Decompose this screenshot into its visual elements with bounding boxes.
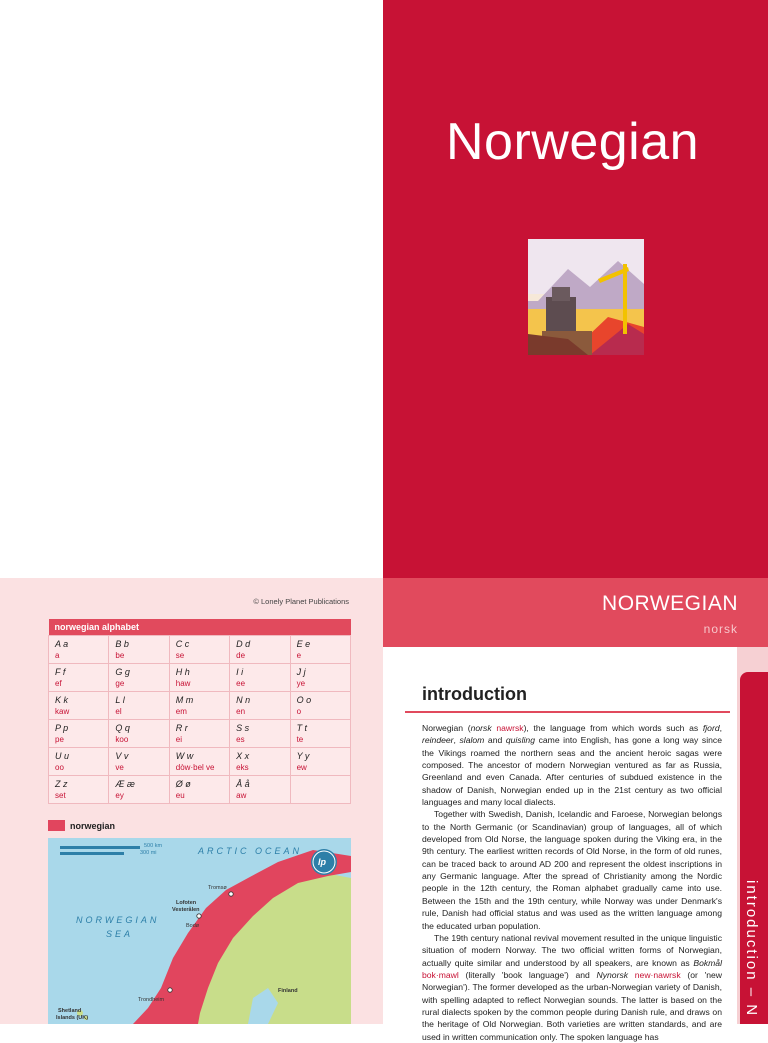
paragraph-2: Together with Swedish, Danish, Icelandic and Faroese, Norwegian belongs to the North Germanic (or Scandinavian) group of languages, all of which developed from Old Norse, the language spoken during the Viking era, in the 9th century. The earliest written records of Old Norse, in the form of old runes, can be traced back to around AD 200 and represent the oldest inscriptions in any Germanic language. After the spread of Christianity among the Nordic people in the 12th century, the Roman alphabet gradually came into use. Between the 15th and the 19th century, while Norway was under Denmark's rule, Danish had official status and was used as the written language among the educated urban population.	[422, 809, 722, 931]
alphabet-cell	[49, 663, 109, 691]
cover-title: Norwegian	[446, 113, 700, 171]
alphabet-letter: Z z	[55, 778, 68, 789]
alphabet-cell	[230, 719, 290, 747]
alphabet-letter: Ø ø	[175, 778, 191, 789]
alphabet-pronunciation: ve	[115, 762, 124, 772]
alphabet-pronunciation: e	[296, 650, 302, 660]
map-shapes	[48, 838, 351, 1024]
fortress-illustration	[528, 239, 644, 355]
alphabet-cell	[290, 719, 350, 747]
alphabet-pronunciation: kaw	[55, 706, 70, 716]
alphabet-letter: T t	[296, 722, 308, 733]
alphabet-letter: O o	[296, 694, 312, 705]
alphabet-letter: H h	[175, 666, 190, 677]
map-label-sea: SEA	[106, 929, 134, 939]
map-town-bodo: Bodø	[186, 923, 200, 929]
alphabet-letter: L l	[115, 694, 125, 705]
section-side-tab-label: introduction – N	[743, 880, 760, 1018]
alphabet-letter: Q q	[115, 722, 130, 733]
alphabet-letter: Å å	[236, 778, 250, 789]
alphabet-cell	[169, 691, 229, 719]
alphabet-pronunciation: ey	[115, 790, 124, 800]
alphabet-pronunciation: el	[115, 706, 122, 716]
blank-page	[0, 0, 383, 578]
alphabet-cell	[109, 663, 169, 691]
alphabet-letter: U u	[55, 750, 70, 761]
alphabet-pronunciation: de	[236, 650, 246, 660]
alphabet-letter: Æ æ	[115, 778, 135, 789]
alphabet-pronunciation: eks	[236, 762, 249, 772]
paragraph-3: The 19th century national revival movement resulted in the unique linguistic situation of modern Norway. The two official written forms of Norwegian, actually quite similar and understood by all speakers, are known as Bokmål bok·mawl (literally 'book language') and Nynorsk new·nawrsk (or 'new Norwegian'). The former developed as the urban-Norwegian variety of Danish, with spelling adapted to reflect Norwegian sounds. The latter is based on the rural dialects spoken by the common people during Danish rule, and draws on the heritage of Old Norwegian. Both varieties are written standards, and are used in written communication only. The spoken language has	[422, 932, 723, 1042]
alphabet-letter: D d	[236, 638, 251, 649]
alphabet-pronunciation: en	[236, 706, 246, 716]
alphabet-cell	[230, 747, 290, 775]
alphabet-table	[48, 619, 351, 804]
section-heading: introduction	[422, 684, 527, 704]
map-label-norwegian-sea: NORWEGIAN	[76, 915, 160, 925]
alphabet-letter: S s	[236, 722, 250, 733]
cover-illustration	[528, 239, 644, 355]
alphabet-cell	[49, 747, 109, 775]
alphabet-cell	[290, 691, 350, 719]
alphabet-pronunciation: ee	[236, 678, 246, 688]
alphabet-pronunciation: ye	[296, 678, 306, 688]
alphabet-pronunciation: ei	[175, 734, 183, 744]
alphabet-row	[49, 663, 351, 691]
map-scale-km: 500 km	[144, 843, 163, 849]
alphabet-cell	[169, 775, 229, 803]
alphabet-letter: A a	[55, 638, 69, 649]
alphabet-pronunciation: ge	[115, 678, 125, 688]
alphabet-cell	[109, 719, 169, 747]
map-label-vesteralen: Vesterålen	[172, 907, 200, 913]
alphabet-pronunciation: koo	[115, 734, 129, 744]
alphabet-cell	[230, 635, 290, 663]
map-town-trondheim: Trondheim	[138, 997, 165, 1003]
alphabet-cell	[49, 635, 109, 663]
alphabet-row	[49, 775, 351, 803]
norway-map	[48, 838, 351, 1024]
map-label-shetland: Shetland	[58, 1008, 82, 1014]
alphabet-letter: Y y	[296, 750, 310, 761]
alphabet-pronunciation: em	[175, 706, 187, 716]
alphabet-cell	[49, 719, 109, 747]
alphabet-letter: V v	[115, 750, 129, 761]
alphabet-pronunciation: te	[296, 734, 304, 744]
alphabet-letter: F f	[55, 666, 66, 677]
alphabet-cell	[109, 747, 169, 775]
lp-logo-icon: lp	[318, 857, 326, 867]
alphabet-letter: M m	[175, 694, 194, 705]
alphabet-cell	[290, 747, 350, 775]
alphabet-pronunciation: set	[55, 790, 66, 800]
alphabet-cell	[230, 663, 290, 691]
map-town-tromso: Tromsø	[208, 885, 227, 891]
alphabet-letter: N n	[236, 694, 251, 705]
alphabet-letter: J j	[296, 666, 306, 677]
alphabet-cell	[169, 719, 229, 747]
alphabet-pronunciation: dòw·bel ve	[175, 762, 215, 772]
alphabet-cell	[49, 775, 109, 803]
alphabet-row	[49, 747, 351, 775]
map-label-arctic-ocean: ARCTIC OCEAN	[198, 846, 303, 856]
alphabet-cell	[230, 691, 290, 719]
alphabet-row	[49, 719, 351, 747]
alphabet-letter: X x	[236, 750, 250, 761]
chapter-subtitle: norsk	[703, 622, 738, 636]
alphabet-cell	[109, 775, 169, 803]
alphabet-cell	[49, 691, 109, 719]
alphabet-pronunciation: a	[55, 650, 60, 660]
alphabet-pronunciation: haw	[175, 678, 191, 688]
alphabet-letter: R r	[175, 722, 188, 733]
legend-swatch	[48, 820, 65, 831]
alphabet-pronunciation: pe	[55, 734, 64, 744]
alphabet-row	[49, 635, 351, 663]
alphabet-pronunciation: ew	[296, 762, 307, 772]
alphabet-letter: W w	[175, 750, 194, 761]
heading-rule	[405, 711, 730, 713]
alphabet-pronunciation: oo	[55, 762, 64, 772]
intro-body	[422, 722, 722, 1043]
alphabet-table-title: norwegian alphabet	[49, 619, 351, 635]
alphabet-pronunciation: aw	[236, 790, 247, 800]
alphabet-pronunciation: be	[115, 650, 125, 660]
chapter-title: NORWEGIAN	[602, 592, 738, 615]
alphabet-pronunciation: o	[296, 706, 302, 716]
alphabet-cell	[290, 775, 350, 803]
alphabet-pronunciation: eu	[175, 790, 185, 800]
alphabet-row	[49, 691, 351, 719]
alphabet-cell	[169, 663, 229, 691]
alphabet-cell	[169, 747, 229, 775]
alphabet-cell	[169, 635, 229, 663]
alphabet-cell	[290, 635, 350, 663]
legend-label: norwegian	[70, 821, 116, 831]
alphabet-letter: K k	[55, 694, 69, 705]
map-scale-mi: 300 mi	[140, 850, 157, 856]
alphabet-pronunciation: es	[236, 734, 245, 744]
alphabet-cell	[230, 775, 290, 803]
alphabet-letter: C c	[175, 638, 190, 649]
alphabet-pronunciation: se	[175, 650, 185, 660]
paragraph-1: Norwegian (norsk nawrsk), the language from which words such as fjord, reindeer, slalom and quisling came into English, has gone a long way since the Vikings roamed the northern seas and the ancient heroic sagas were composed. The ancestor of modern Norwegian ventured as far as Russia, Greenland and even Canada. After centuries of subdued existence in the shadow of Danish, Norwegian ended up in the 21st century as two official languages and many local dialects.	[422, 723, 722, 808]
alphabet-cell	[109, 691, 169, 719]
alphabet-pronunciation: ef	[55, 678, 62, 688]
map-label-lofoten: Lofoten	[176, 900, 197, 906]
alphabet-letter: I i	[236, 666, 244, 677]
map-label-finland: Finland	[278, 988, 298, 994]
map-label-shetland-uk: Islands (UK)	[56, 1015, 89, 1021]
alphabet-letter: E e	[296, 638, 311, 649]
alphabet-letter: G g	[115, 666, 130, 677]
alphabet-letter: P p	[55, 722, 69, 733]
alphabet-cell	[109, 635, 169, 663]
alphabet-cell	[290, 663, 350, 691]
copyright-notice: © Lonely Planet Publications	[253, 597, 349, 606]
alphabet-letter: B b	[115, 638, 129, 649]
